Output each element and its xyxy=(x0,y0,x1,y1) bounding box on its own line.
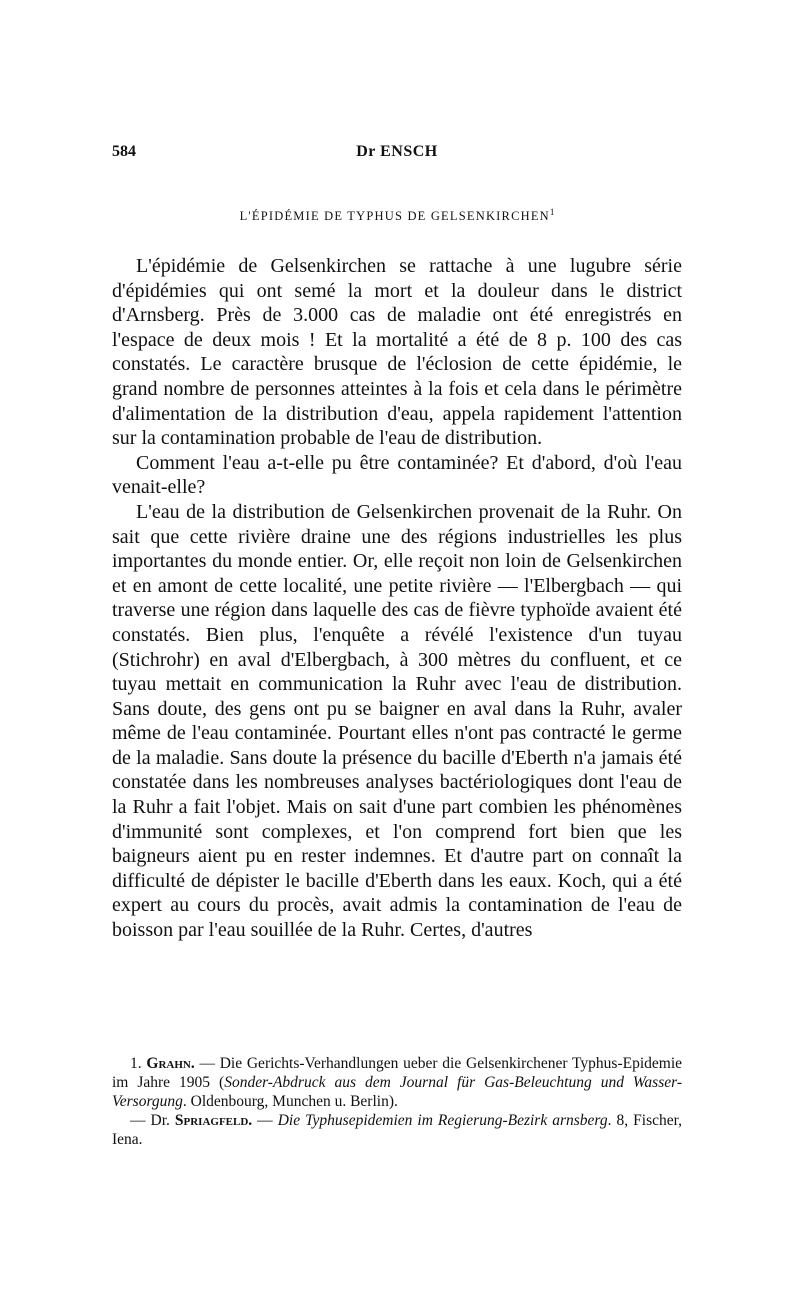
footnote-italic-title: Sonder-Abdruck aus dem Journal für Gas-Beleuchtung und Wasser-Versorgung xyxy=(112,1074,682,1110)
footnote-text: . 8, Fischer, Iena. xyxy=(112,1112,683,1148)
article-title xyxy=(112,207,682,224)
footnote-prefix: — Dr. xyxy=(130,1112,175,1129)
footnote-dash: — xyxy=(252,1112,278,1129)
footnote-italic-title: Die Typhusepidemien im Regierung-Bezirk arnsberg xyxy=(277,1112,608,1129)
footnote-text: . Oldenbourg, Munchen u. Berlin). xyxy=(182,1093,398,1110)
footnote-number: 1. xyxy=(130,1055,142,1072)
footnote-author: Grahn. xyxy=(146,1055,195,1072)
paragraph: L'eau de la distribution de Gelsenkirchen provenait de la Ruhr. On sait que cette rivière draine une des régions industrielles les plus importantes du monde entier. Or, elle reçoit non loin de Gelsenkirchen et en amont de cette localité, une petite rivière — l'Elbergbach — qui traverse une région dans laquelle des cas de fièvre typhoïde avaient été constatés. Bien plus, l'enquête a révélé l'existence d'un tuyau (Stichrohr) en aval d'Elbergbach, à 300 mètres du confluent, et ce tuyau mettait en communication la Ruhr avec l'eau de distribution. Sans doute, des gens ont pu se baigner en aval dans la Ruhr, avaler même de l'eau contaminée. Pourtant elles n'ont pas contracté le germe de la maladie. Sans doute la présence du bacille d'Eberth n'a jamais été constatée dans les nombreuses analyses bactériologiques dont l'eau de la Ruhr a fait l'objet. Mais on sait d'une part combien les phénomènes d'immunité sont complexes, et l'on comprend fort bien que les baigneurs aient pu en rester indemnes. Et d'autre part on connaît la difficulté de dépister le bacille d'Eberth dans les eaux. Koch, qui a été expert au cours du procès, avait admis la contamination de l'eau de boisson par l'eau souillée de la Ruhr. Certes, d'autres xyxy=(112,500,682,942)
running-head xyxy=(112,143,682,167)
running-title: Dr ENSCH xyxy=(356,143,438,160)
document-page xyxy=(112,0,682,1304)
paragraph: Comment l'eau a-t-elle pu être contaminée? Et d'abord, d'où l'eau venait-elle? xyxy=(112,451,682,499)
footnote-author: Spriagfeld. xyxy=(174,1112,253,1129)
page-number: 584 xyxy=(112,143,136,160)
article-title-text: L'ÉPIDÉMIE DE TYPHUS DE GELSENKIRCHEN xyxy=(239,209,550,224)
footnotes xyxy=(112,1054,682,1149)
footnote-text: — Die Gerichts-Verhandlungen ueber die Gelsenkirchener Typhus-Epidemie im Jahre 1905 ( xyxy=(112,1055,683,1091)
footnote-1 xyxy=(112,1054,682,1111)
article-body xyxy=(112,254,682,943)
footnote-2 xyxy=(112,1111,682,1149)
footnote-reference: 1 xyxy=(549,207,555,217)
paragraph: L'épidémie de Gelsenkirchen se rattache à une lugubre série d'épidémies qui ont semé la mort et la douleur dans le district d'Arnsberg. Près de 3.000 cas de maladie ont été enregistrés en l'espace de deux mois ! Et la mortalité a été de 8 p. 100 des cas constatés. Le caractère brusque de l'éclosion de cette épidémie, le grand nombre de personnes atteintes à la fois et cela dans le périmètre d'alimentation de la distribution d'eau, appela rapidement l'attention sur la contamination probable de l'eau de distribution. xyxy=(112,255,682,450)
